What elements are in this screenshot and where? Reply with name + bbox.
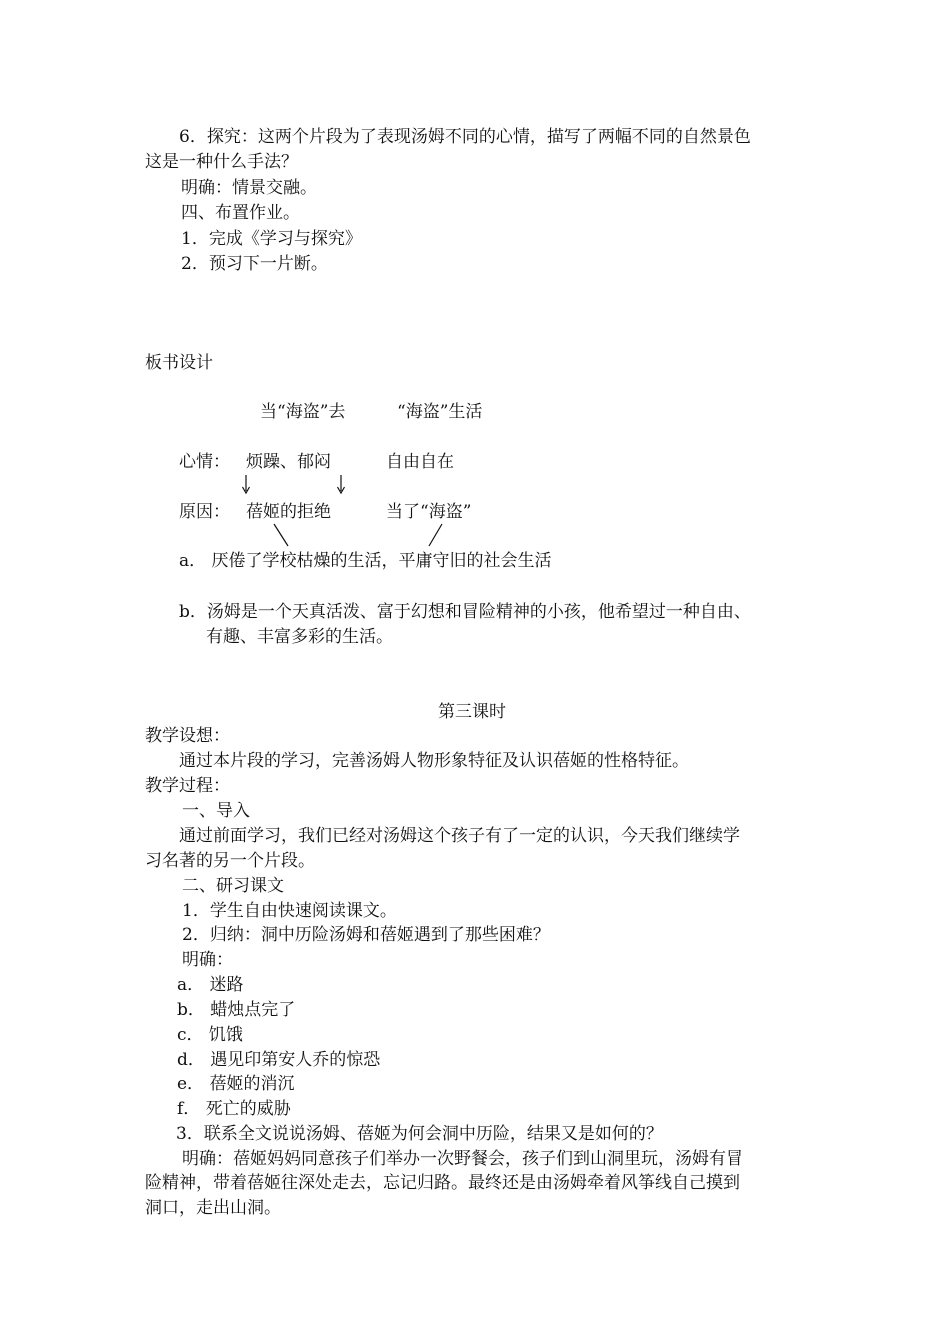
mood-value-2: 自由自在: [386, 452, 454, 472]
point-1: 1．学生自由快速阅读课文。: [182, 901, 397, 921]
difficulty-item: b． 蜡烛点完了: [177, 1000, 296, 1020]
homework-2: 2．预习下一片断。: [181, 254, 328, 274]
teaching-idea-text: 通过本片段的学习，完善汤姆人物形象特征及认识蓓姬的性格特征。: [179, 751, 689, 771]
difficulty-item: e． 蓓姬的消沉: [177, 1074, 295, 1094]
point-2: 2．归纳：洞中历险汤姆和蓓姬遇到了那些困难？: [182, 925, 550, 945]
point-3: 3．联系全文说说汤姆、蓓姬为何会洞中历险，结果又是如何的？: [176, 1124, 663, 1144]
board-col1-heading: 当“海盗”去: [260, 402, 346, 422]
step-1-heading: 一、导入: [182, 801, 250, 821]
point-3-answer-line1: 明确：蓓姬妈妈同意孩子们举办一次野餐会，孩子们到山洞里玩，汤姆有冒: [182, 1149, 743, 1169]
difficulty-item: a． 迷路: [177, 975, 244, 995]
teaching-idea-heading: 教学设想：: [145, 726, 230, 746]
reason-value-1: 蓓姬的拒绝: [246, 502, 331, 522]
intro-line1: 通过前面学习，我们已经对汤姆这个孩子有了一定的认识，今天我们继续学: [179, 826, 740, 846]
question-6-answer: 明确：情景交融。: [181, 178, 317, 198]
connector-line-right: [426, 522, 446, 548]
reason-label: 原因：: [179, 502, 230, 522]
down-arrow-icon: [333, 474, 349, 496]
board-design-title: 板书设计: [145, 353, 213, 373]
reason-value-2: 当了“海盗”: [386, 502, 472, 522]
board-col2-heading: “海盗”生活: [397, 402, 483, 422]
question-6-line2: 这是一种什么手法？: [145, 152, 298, 172]
down-arrow-icon: [238, 474, 254, 496]
difficulty-item: f． 死亡的威胁: [177, 1099, 291, 1119]
step-4-heading: 四、布置作业。: [181, 203, 300, 223]
step-2-heading: 二、研习课文: [182, 876, 284, 896]
mood-value-1: 烦躁、郁闷: [246, 452, 331, 472]
board-item-b-line1: b．汤姆是一个天真活泼、富于幻想和冒险精神的小孩，他希望过一种自由、: [179, 602, 751, 622]
mood-label: 心情：: [179, 452, 230, 472]
homework-1: 1．完成《学习与探究》: [181, 229, 362, 249]
board-item-a: a． 厌倦了学校枯燥的生活，平庸守旧的社会生活: [179, 551, 552, 571]
point-3-answer-line3: 洞口，走出山洞。: [145, 1198, 281, 1218]
board-item-b-line2: 有趣、丰富多彩的生活。: [206, 627, 393, 647]
connector-line-left: [272, 522, 292, 548]
point-2-answer-label: 明确：: [182, 950, 233, 970]
teaching-process-heading: 教学过程：: [145, 776, 230, 796]
lesson-3-title: 第三课时: [438, 702, 506, 722]
difficulty-item: c． 饥饿: [177, 1025, 243, 1045]
question-6-line1: 6．探究：这两个片段为了表现汤姆不同的心情，描写了两幅不同的自然景色: [179, 127, 751, 147]
difficulty-item: d． 遇见印第安人乔的惊恐: [177, 1050, 381, 1070]
intro-line2: 习名著的另一个片段。: [145, 851, 315, 871]
point-3-answer-line2: 险精神，带着蓓姬往深处走去，忘记归路。最终还是由汤姆牵着风筝线自己摸到: [145, 1173, 740, 1193]
